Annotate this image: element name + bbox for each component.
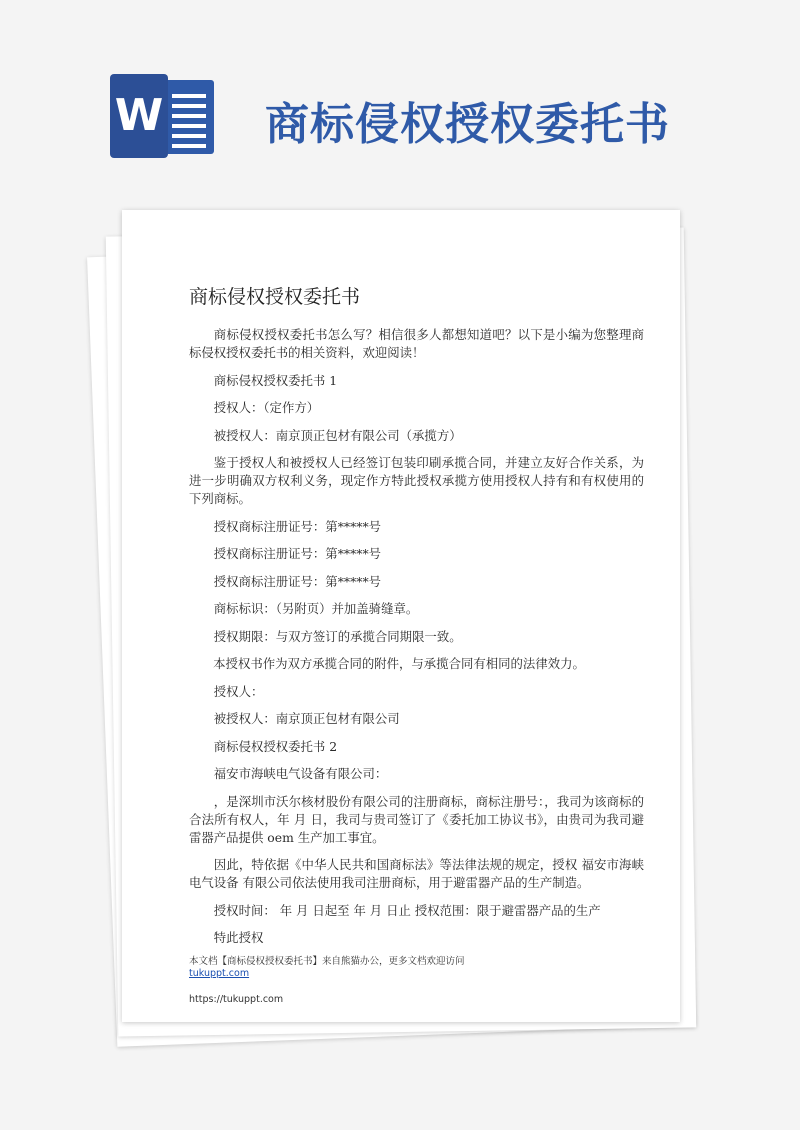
- footer-url: https://tukuppt.com: [189, 994, 284, 1005]
- paragraph: 授权商标注册证号：第*****号: [213, 573, 382, 589]
- paragraph: 商标侵权授权委托书 2: [213, 738, 338, 754]
- footer-source-text: 本文档【商标侵权授权委托书】来自熊猫办公，更多文档欢迎访问: [189, 956, 465, 967]
- paragraph: 被授权人：南京顶正包材有限公司（承揽方）: [213, 427, 462, 443]
- word-logo-letter: W: [110, 74, 168, 158]
- footer-link[interactable]: tukuppt.com: [189, 968, 250, 979]
- paragraph: 鉴于授权人和被授权人已经签订包装印刷承揽合同，并建立友好合作关系，为进一步明确双方权利义务，现定作方特此授权承揽方使用授权人持有和有权使用的下列商标。: [189, 455, 644, 506]
- header-title: 商标侵权授权委托书: [265, 99, 670, 150]
- paragraph: 授权商标注册证号：第*****号: [213, 546, 382, 561]
- document-footer: [189, 956, 465, 1006]
- paragraph: 商标侵权授权委托书 1: [213, 372, 338, 388]
- document-page: [122, 210, 680, 1022]
- paragraph: ，是深圳市沃尔核材股份有限公司的注册商标，商标注册号：，我司为该商标的合法所有权人，年 月 日，我司与贵司签订了《委托加工协议书》，由贵司为我司避雷器产品提供 oem 生产加工事宜。: [189, 793, 644, 845]
- paragraph: 被授权人：南京顶正包材有限公司: [213, 711, 400, 726]
- paragraph: 特此授权: [213, 930, 264, 945]
- paragraph: 本授权书作为双方承揽合同的附件，与承揽合同有相同的法律效力。: [213, 656, 585, 671]
- header: [0, 0, 800, 200]
- paragraph: 授权时间： 年 月 日起至 年 月 日止 授权范围：限于避雷器产品的生产: [213, 902, 601, 918]
- paragraph: 福安市海峡电气设备有限公司：: [213, 766, 388, 781]
- word-logo-icon: [110, 74, 220, 158]
- paragraph: 商标标识：（另附页）并加盖骑缝章。: [213, 601, 419, 616]
- paragraph: 授权期限：与双方签订的承揽合同期限一致。: [213, 628, 462, 644]
- paragraph: 授权人：（定作方）: [213, 400, 320, 415]
- paragraph: 授权人：: [213, 683, 264, 699]
- paragraph: 授权商标注册证号：第*****号: [213, 518, 382, 534]
- paragraph: 商标侵权授权委托书怎么写？相信很多人都想知道吧？以下是小编为您整理商标侵权授权委托书的相关资料，欢迎阅读！: [189, 327, 644, 360]
- paragraph: 因此，特依据《中华人民共和国商标法》等法律法规的规定，授权 福安市海峡电气设备 有限公司依法使用我司注册商标，用于避雷器产品的生产制造。: [189, 857, 644, 890]
- document-body: [189, 326, 644, 957]
- document-title: 商标侵权授权委托书: [189, 286, 361, 308]
